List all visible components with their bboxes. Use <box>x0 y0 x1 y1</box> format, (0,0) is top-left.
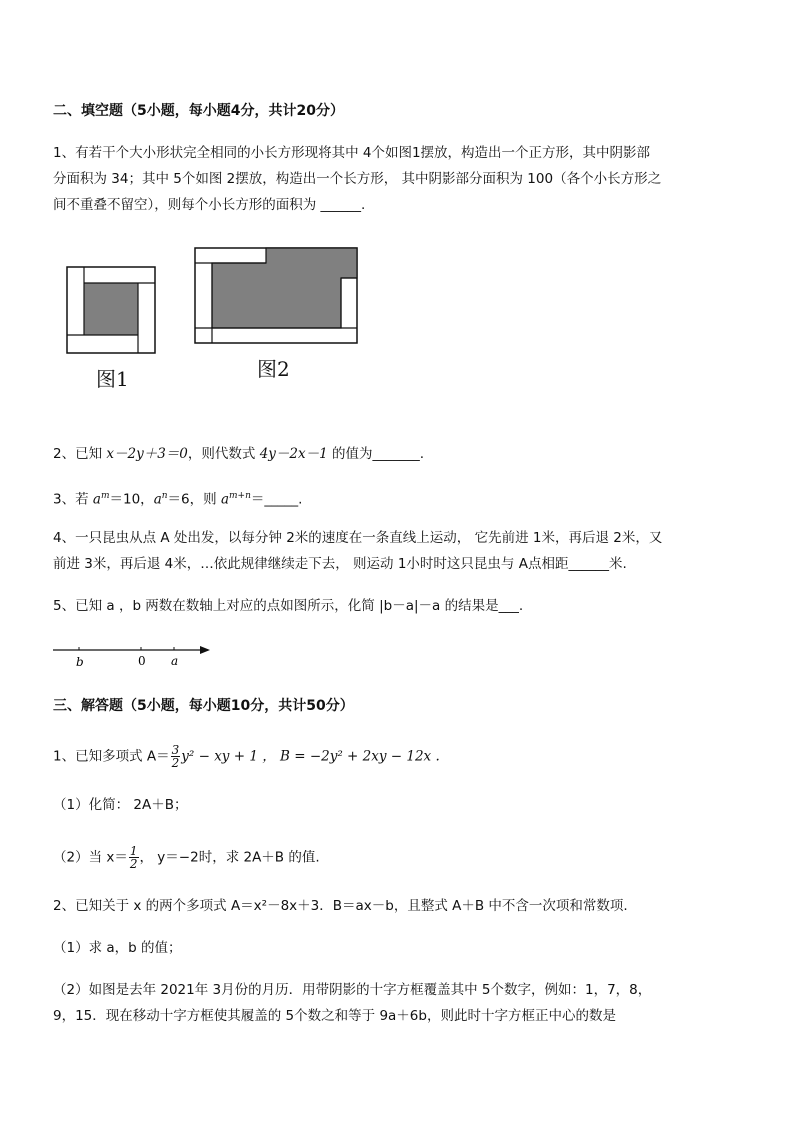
axis-label-0: 0 <box>138 654 146 668</box>
q1-line2: 分面积为 34；其中 5个如图 2摆放，构造出一个长方形， 其中阴影部分面积为 100（各个小长方形之 <box>53 171 662 187</box>
s3-q1-part2 <box>53 845 320 870</box>
figure-1 <box>66 266 156 356</box>
s3-q2-part1: （1）求 a，b 的值； <box>53 940 182 956</box>
q3-prefix: 3、若 <box>53 491 93 508</box>
s3-q1-part2-suffix: ， y＝−2时，求 2A＋B 的值. <box>139 849 320 866</box>
q1-line3: 间不重叠不留空），则每个小长方形的面积为 ______. <box>53 197 366 213</box>
s3-q1-part1: （1）化简： 2A＋B； <box>53 797 188 813</box>
axis-label-b: b <box>76 655 84 669</box>
q3-v2: ＝6，则 <box>167 491 221 508</box>
s3-q2-line1: 2、已知关于 x 的两个多项式 A＝x²－8x＋3．B＝ax－b，且整式 A＋B 中不含一次项和常数项. <box>53 898 628 914</box>
s3-q1-part2-prefix: （2）当 x＝ <box>53 849 128 866</box>
number-line <box>52 641 214 671</box>
q3-a3: a <box>220 491 229 508</box>
q3-e2: n <box>161 491 168 501</box>
figure-1-label: 图1 <box>96 367 129 391</box>
s3-q1-fraction: $\frac{3}{2}$ <box>171 743 180 770</box>
q3-suffix: ＝_____. <box>250 491 303 508</box>
figure-2 <box>194 247 358 345</box>
axis-label-a: a <box>171 654 179 668</box>
q2-prefix: 2、已知 <box>53 446 107 462</box>
q2-suffix: 的值为_______. <box>327 446 425 462</box>
q2-expr2: 4y－2x－1 <box>259 446 328 462</box>
q3-e1: m <box>100 491 110 501</box>
s3-q2-part2-line1: （2）如图是去年 2021年 3月份的月历．用带阴影的十字方框覆盖其中 5个数字，例如：1，7，8， <box>53 982 652 998</box>
s3-q1-prefix: 1、已知多项式 A＝ <box>53 748 170 765</box>
q5-line: 5、已知 a ，b 两数在数轴上对应的点如图所示，化简 |b－a|－a 的结果是___. <box>53 598 524 614</box>
q4-line2: 前进 3米，再后退 4米，…依此规律继续走下去， 则运动 1小时时这只昆虫与 A点相距______米. <box>53 556 627 572</box>
figure-2-label: 图2 <box>257 357 290 381</box>
s3-q1-line <box>53 744 440 769</box>
q2-line <box>53 444 424 464</box>
q3-line <box>53 486 302 510</box>
q3-v1: ＝10， <box>109 491 154 508</box>
q4-line1: 4、一只昆虫从点 A 处出发，以每分钟 2米的速度在一条直线上运动， 它先前进 1米，再后退 2米，又 <box>53 530 663 546</box>
s3-q2-part2-line2: 9，15．现在移动十字方框使其履盖的 5个数之和等于 9a＋6b，则此时十字方框正中心的数是 <box>53 1008 616 1024</box>
q1-line1: 1、有若干个大小形状完全相同的小长方形现将其中 4个如图1摆放，构造出一个正方形，其中阴影部 <box>53 145 651 161</box>
q2-mid: ，则代数式 <box>187 446 260 462</box>
section2-heading: 二、填空题（5小题，每小题4分，共计20分） <box>53 103 344 119</box>
q3-a2: a <box>153 491 162 508</box>
q3-a1: a <box>92 491 101 508</box>
section3-heading: 三、解答题（5小题，每小题10分，共计50分） <box>53 698 354 714</box>
s3-q1-part2-fraction: $\frac{1}{2}$ <box>129 844 138 871</box>
q3-e3: m+n <box>229 491 251 501</box>
q2-expr1: x－2y＋3＝0 <box>106 446 188 462</box>
s3-q1-mid: y² − xy + 1 ， B = −2y² + 2xy − 12x . <box>181 748 440 765</box>
